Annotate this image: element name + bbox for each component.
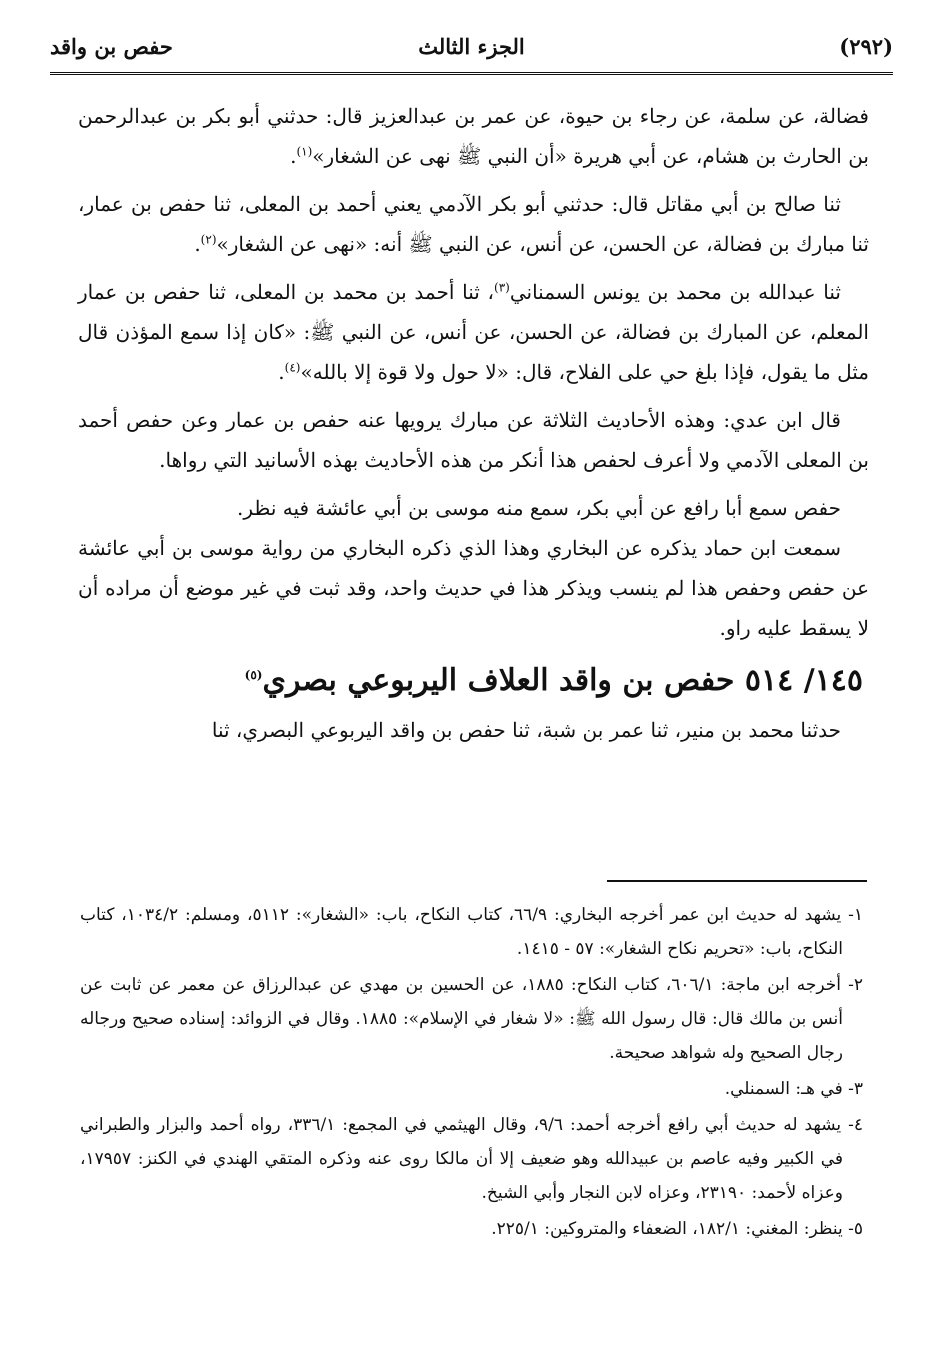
footnote: ٥- ينظر: المغني: ١٨٢/١، الضعفاء والمتروكين: ٢٢٥/١. [491, 1219, 863, 1239]
paragraph: حدثنا محمد بن منير، ثنا عمر بن شبة، ثنا حفص بن واقد اليربوعي البصري، ثنا [211, 718, 841, 742]
entry-heading [78, 656, 863, 706]
volume-title: الجزء الثالث [418, 34, 525, 59]
paragraph: ثنا صالح بن أبي مقاتل قال: حدثني أبو بكر الآدمي يعني أحمد بن المعلى، ثنا حفص بن عمار، ثنا مبارك بن فضالة، عن الحسن، عن أنس، عن النبي ﷺ أنه: «نهى عن الشغار»$^{(٢)}$. [78, 192, 869, 256]
page-header [50, 28, 893, 72]
paragraph: ثنا عبدالله بن محمد بن يونس السمناني$^{(٣)}$، ثنا أحمد بن محمد بن المعلى، ثنا حفص بن عمار المعلم، عن المبارك بن فضالة، عن الحسن، عن أنس، عن النبي ﷺ: «كان إذا سمع المؤذن قال مثل ما يقول، فإذا بلغ حي على الفلاح، قال: «لا حول ولا قوة إلا بالله»$^{(٤)}$. [78, 280, 869, 384]
footnote-ref: (٢) [200, 232, 217, 247]
entry-name: حفص بن واقد العلاف اليربوعي بصري [262, 663, 735, 698]
footnote-ref: (٥) [244, 668, 263, 682]
paragraph: سمعت ابن حماد يذكره عن البخاري وهذا الذي ذكره البخاري من رواية موسى بن أبي عائشة عن حفص وحفص هذا لم ينسب ويذكر هذا في حديث واحد، وقد ثبت في غير موضع أن مراده أن لا يسقط عليه راو. [78, 536, 870, 640]
paragraph: قال ابن عدي: وهذه الأحاديث الثلاثة عن مبارك يرويها عنه حفص بن عمار وعن حفص أحمد بن المعلى الآدمي ولا أعرف لحفص هذا أنكر من هذه الأحاديث بهذه الأسانيد التي رواها. [78, 408, 869, 472]
footnote-ref: (٣) [494, 280, 510, 295]
footnote: ٤- يشهد له حديث أبي رافع أخرجه أحمد: ٩/٦، وقال الهيثمي في المجمع: ٣٣٦/١، رواه أحمد والبزار والطبراني في الكبير وفيه عاصم بن عبيدالله وهو ضعيف إلا أن مالكا روى عنه وذكره المتقي الهندي في الكنز: ١٧٩٥٧، وعزاه لأحمد: ٢٣١٩٠، وعزاه لابن النجار وأبي الشيخ. [80, 1115, 863, 1203]
footnote-rule [607, 880, 867, 882]
page-number: (٢٩٢) [839, 34, 893, 59]
footnote-ref: (١) [296, 144, 313, 159]
footnote: ١- يشهد له حديث ابن عمر أخرجه البخاري: ٦٦/٩، كتاب النكاح، باب: «الشغار»: ٥١١٢، ومسلم: ١٠٣٤/٢، كتاب النكاح، باب: «تحريم نكاح الشغار»: ٥٧ - ١٤١٥. [80, 905, 863, 959]
footnote: ٢- أخرجه ابن ماجة: ٦٠٦/١، كتاب النكاح: ١٨٨٥، عن الحسين بن مهدي عن عبدالرزاق عن معمر عن ثابت عن أنس بن مالك قال: قال رسول الله ﷺ: «لا شغار في الإسلام»: ١٨٨٥. وقال في الزوائد: إسناده صحيح ورجاله رجال الصحيح وله شواهد صحيحة. [80, 975, 863, 1063]
running-title: حفص بن واقد [50, 34, 173, 59]
entry-number: ١٤٥/ ٥١٤ [744, 663, 863, 698]
paragraph: حفص سمع أبا رافع عن أبي بكر، سمع منه موسى بن أبي عائشة فيه نظر. [237, 496, 841, 520]
footnote-ref: (٤) [284, 360, 301, 375]
paragraph: فضالة، عن سلمة، عن رجاء بن حيوة، عن عمر بن عبدالعزيز قال: حدثني أبو بكر بن عبدالرحمن بن الحارث بن هشام، عن أبي هريرة «أن النبي ﷺ نهى عن الشغار»$^{(١)}$. [78, 104, 869, 168]
footnote: ٣- في هـ: السمنلي. [724, 1079, 863, 1099]
header-rule [50, 72, 893, 75]
footnotes [80, 898, 863, 1248]
main-text [78, 96, 869, 758]
